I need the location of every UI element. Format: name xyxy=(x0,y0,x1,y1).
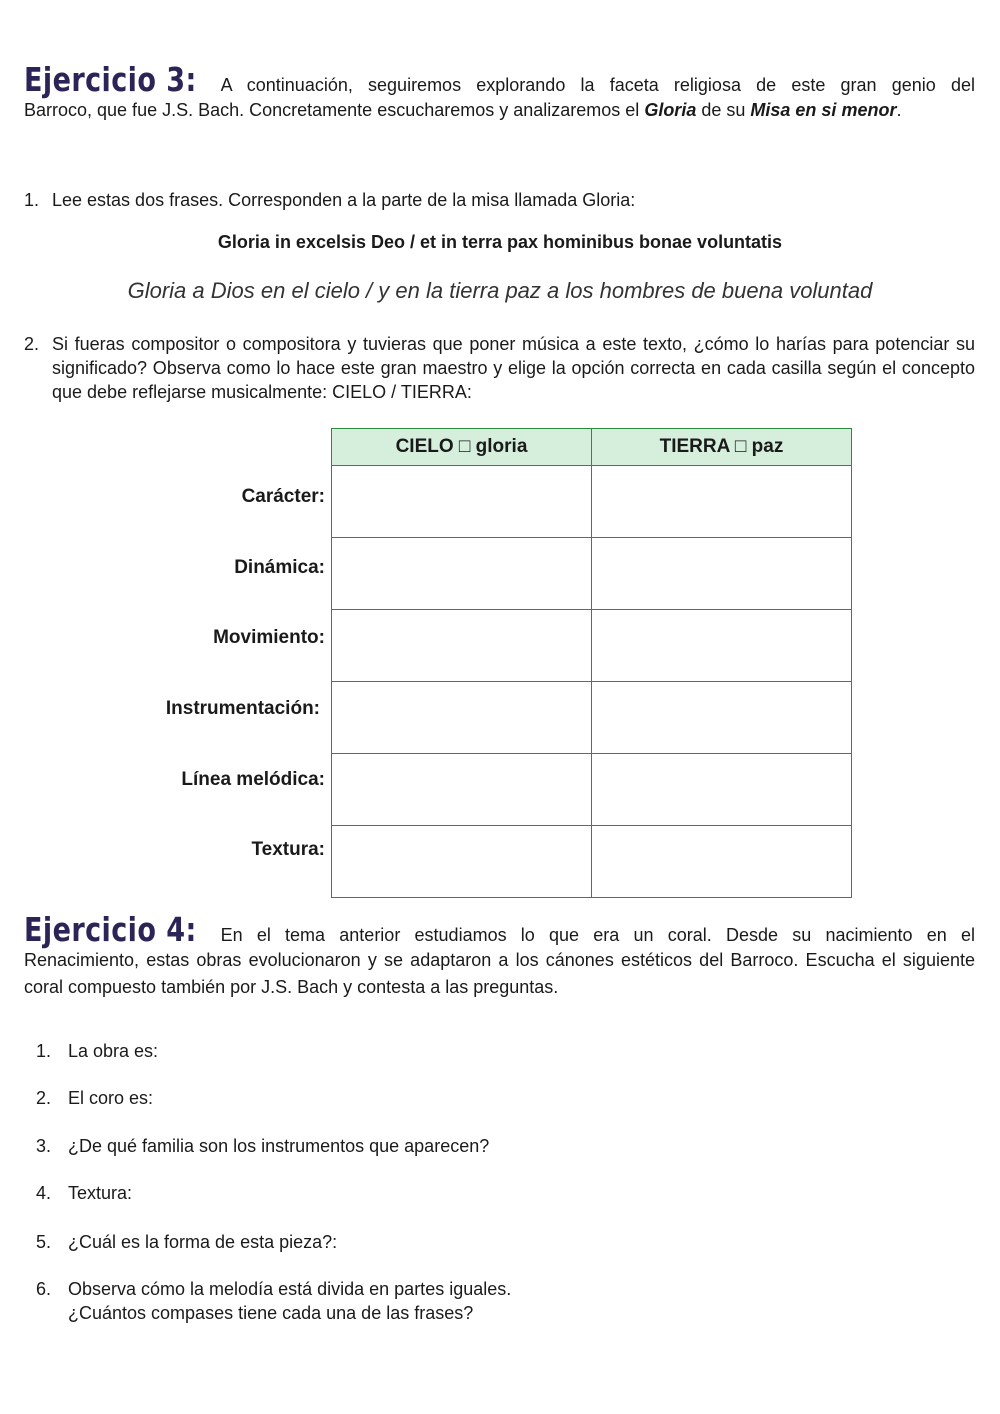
question-text: Textura: xyxy=(68,1183,133,1203)
ex3-item1 xyxy=(24,187,975,214)
cielo-tierra-table xyxy=(331,428,852,898)
cell-dinamica-tierra[interactable] xyxy=(592,538,852,610)
ex3-intro-misa: Misa en si xyxy=(750,100,837,120)
question-num: 5. xyxy=(36,1232,52,1252)
cell-textura-cielo[interactable] xyxy=(332,826,592,898)
cell-linea-melodica-cielo[interactable] xyxy=(332,754,592,826)
cell-movimiento-cielo[interactable] xyxy=(332,610,592,682)
ex3-item1-text: Lee estas dos frases. Corresponden a la parte de la misa llamada Gloria: xyxy=(52,190,636,210)
question-3 xyxy=(36,1134,489,1158)
question-num: 3. xyxy=(36,1136,52,1156)
cell-caracter-tierra[interactable] xyxy=(592,466,852,538)
ex3-intro-menor: menor xyxy=(841,100,897,120)
question-text: La obra es: xyxy=(68,1041,159,1061)
cell-textura-tierra[interactable] xyxy=(592,826,852,898)
question-num: 2. xyxy=(36,1088,52,1108)
question-text: ¿De qué familia son los instrumentos que aparecen? xyxy=(68,1136,490,1156)
question-num: 4. xyxy=(36,1183,52,1203)
question-6-line2: ¿Cuántos compases tiene cada una de las frases? xyxy=(68,1303,474,1323)
question-num: 1. xyxy=(36,1041,52,1061)
cell-linea-melodica-tierra[interactable] xyxy=(592,754,852,826)
ex4-heading: Ejercicio 4: xyxy=(24,910,197,949)
question-5 xyxy=(36,1230,337,1254)
cell-caracter-cielo[interactable] xyxy=(332,466,592,538)
col-header-cielo: CIELO □ gloria xyxy=(332,429,592,466)
ex3-intro-end: . xyxy=(896,100,902,120)
ex3-heading: Ejercicio 3: xyxy=(24,60,197,99)
ex3-item2-num: 2. xyxy=(24,334,40,354)
spanish-phrase: Gloria a Dios en el cielo / y en la tierra paz a los hombres de buena voluntad xyxy=(127,278,873,303)
cell-instrumentacion-cielo[interactable] xyxy=(332,682,592,754)
cell-movimiento-tierra[interactable] xyxy=(592,610,852,682)
cell-dinamica-cielo[interactable] xyxy=(332,538,592,610)
ex3-item2 xyxy=(24,332,975,404)
ex3-item1-num: 1. xyxy=(24,190,40,210)
row-label-caracter: Carácter: xyxy=(241,486,325,507)
ex3-intro-line2b: de su xyxy=(696,100,751,120)
ex3-intro-line1: A continuación, seguiremos explorando la faceta religiosa de este gran genio del xyxy=(220,75,975,95)
question-4 xyxy=(36,1181,132,1205)
col-header-tierra: TIERRA □ paz xyxy=(592,429,852,466)
ex3-intro-gloria: Gloria xyxy=(644,100,697,120)
row-label-dinamica: Dinámica: xyxy=(234,557,325,578)
question-text: El coro es: xyxy=(68,1088,154,1108)
ex4-intro-rest: Renacimiento, estas obras evolucionaron y se adaptaron a los cánones estéticos del Barroco. Escucha el siguiente coral compuesto también por J.S. Bach y contesta a las preguntas. xyxy=(24,950,975,997)
ex4-intro-line1: En el tema anterior estudiamos lo que era un coral. Desde su nacimiento en el xyxy=(220,925,975,945)
row-label-textura: Textura: xyxy=(251,839,325,860)
question-text: ¿Cuál es la forma de esta pieza?: xyxy=(68,1232,338,1252)
ex4-intro xyxy=(24,910,975,1001)
question-num: 6. xyxy=(36,1279,52,1299)
cell-instrumentacion-tierra[interactable] xyxy=(592,682,852,754)
row-label-linea-melodica: Línea melódica: xyxy=(181,769,325,790)
question-1 xyxy=(36,1039,158,1063)
question-2 xyxy=(36,1086,153,1110)
latin-phrase: Gloria in excelsis Deo / et in terra pax hominibus bonae voluntatis xyxy=(217,232,783,252)
ex3-intro xyxy=(24,60,975,124)
row-label-instrumentacion: Instrumentación: xyxy=(165,698,320,719)
ex3-item2-text: Si fueras compositor o compositora y tuvieras que poner música a este texto, ¿cómo lo harías para potenciar su significado? Observa como lo hace este gran maestro y elige la opción correcta en cada casilla según el concepto que debe reflejarse musicalmente: CIELO / TIERRA: xyxy=(52,334,975,402)
question-6 xyxy=(36,1277,511,1325)
ex3-intro-line2a: Barroco, que fue J.S. Bach. Concretamente escucharemos y analizaremos el xyxy=(24,100,645,120)
row-label-movimiento: Movimiento: xyxy=(213,627,325,648)
question-text: Observa cómo la melodía está divida en partes iguales. xyxy=(68,1279,512,1299)
